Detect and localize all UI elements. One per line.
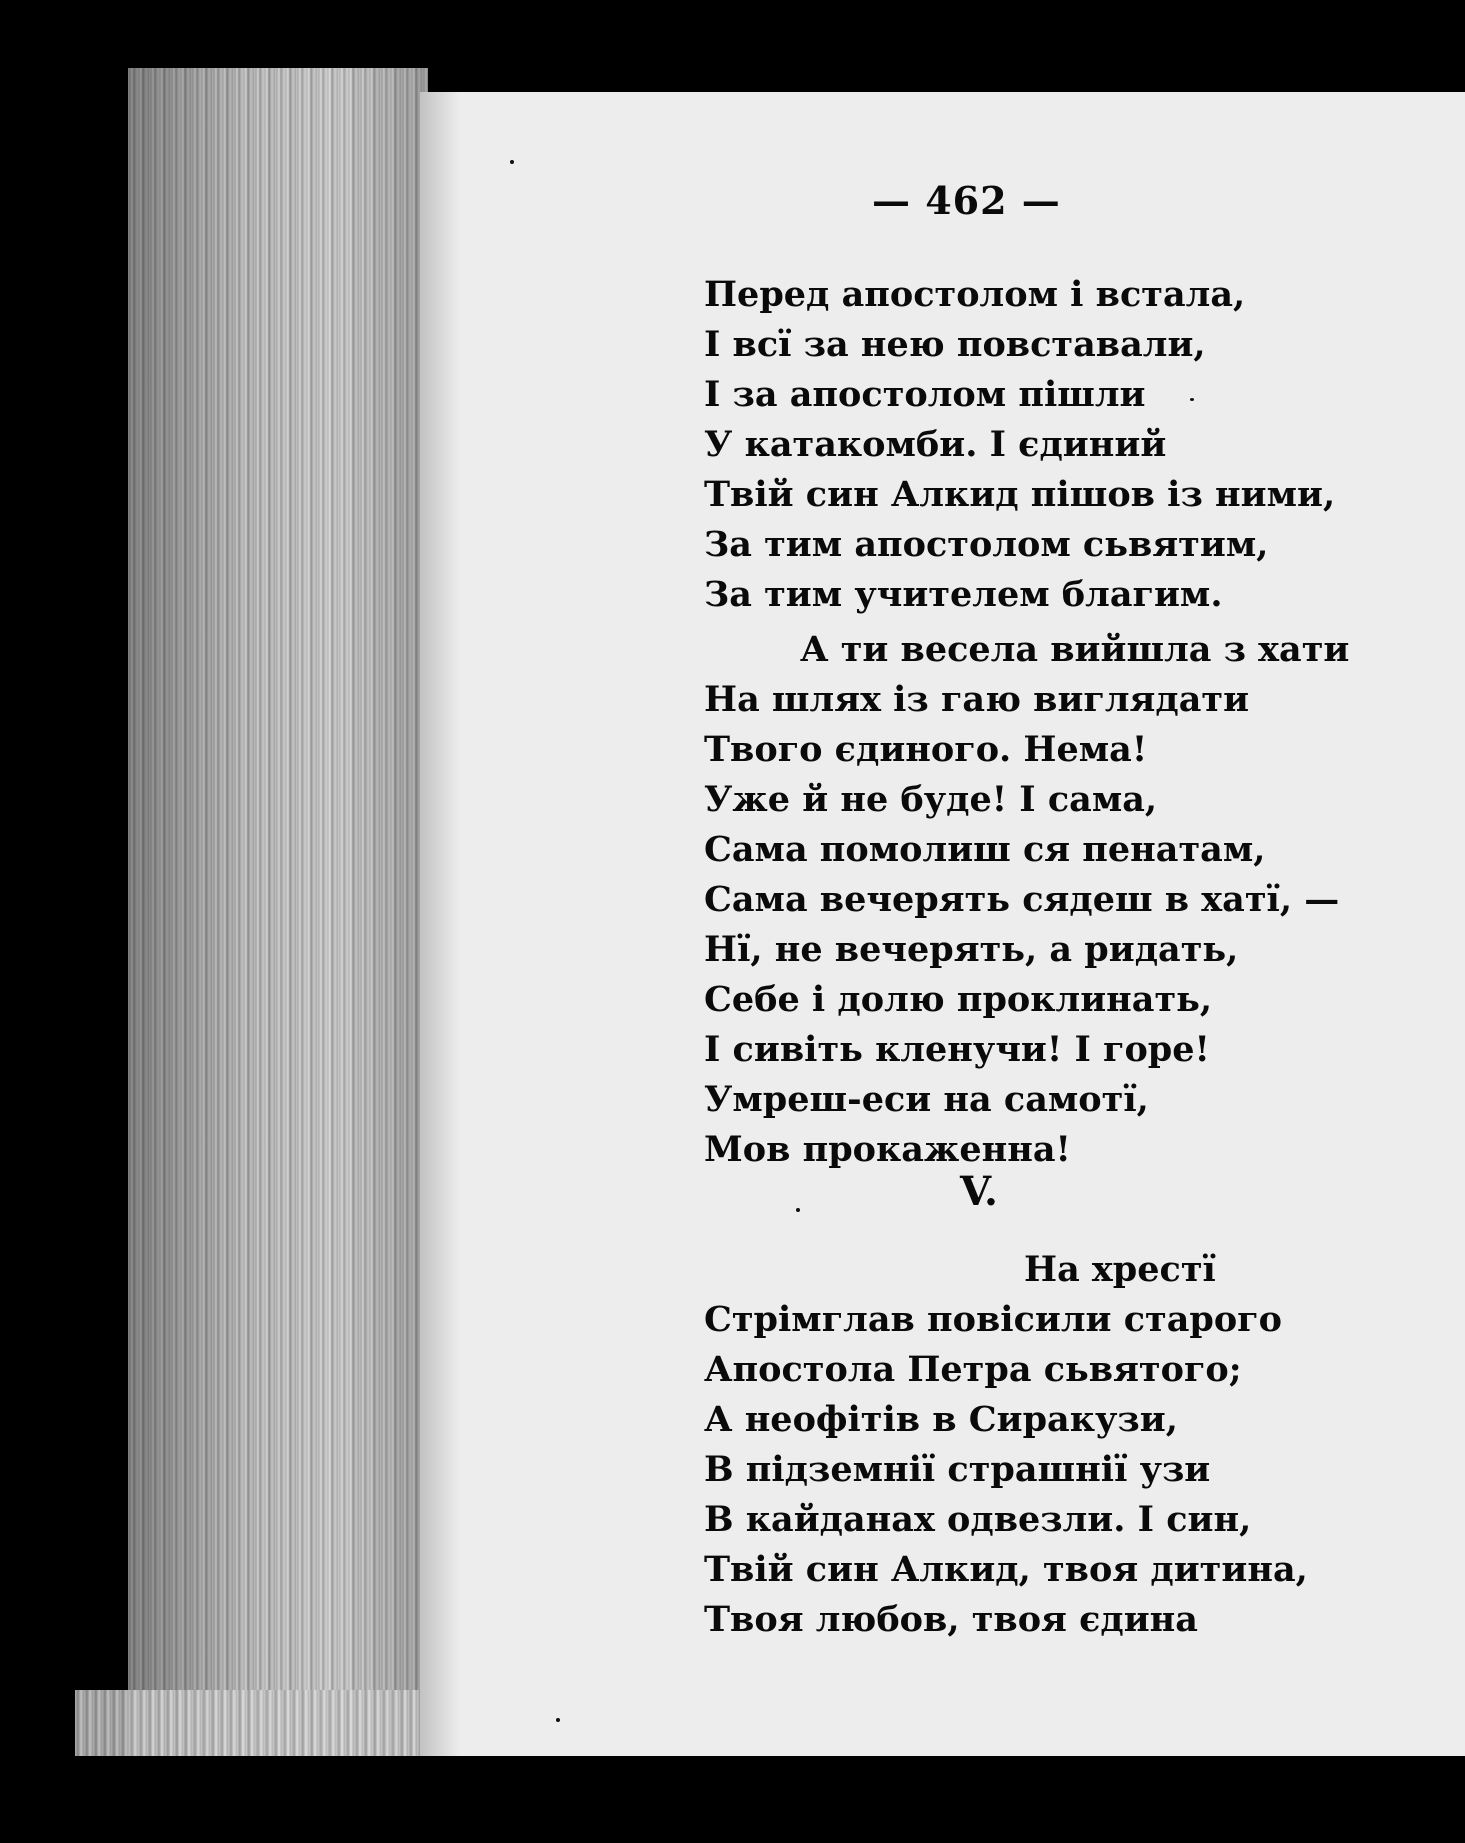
section-numeral: V. [960, 1168, 998, 1215]
verse-line: А неофітів в Сиракузи, [704, 1399, 1178, 1440]
page-gutter-shadow [420, 92, 460, 1756]
verse-line: Апостола Петра сьвятого; [704, 1349, 1242, 1390]
page-number: — 462 — [872, 178, 1061, 223]
verse-line: Уже й не буде! І сама, [704, 779, 1158, 820]
verse-line: Нї, не вечерять, а ридать, [704, 929, 1239, 970]
verse-line: І сивіть кленучи! І горе! [704, 1029, 1210, 1070]
verse-line: На хрестї [1024, 1249, 1216, 1290]
dust-speck [556, 1718, 560, 1722]
verse-line: У катакомби. І єдиний [704, 424, 1167, 465]
verse-line: Твоя любов, твоя єдина [704, 1599, 1198, 1640]
verse-line: Себе і долю проклинать, [704, 979, 1213, 1020]
verse-line: Умреш-еси на самотї, [704, 1079, 1149, 1120]
verse-line: А ти весела вийшла з хати [800, 629, 1350, 670]
verse-line: На шлях із гаю виглядати [704, 679, 1250, 720]
dust-speck [510, 160, 514, 164]
verse-line: Твій син Алкид пішов із ними, [704, 474, 1336, 515]
verse-line: Сама помолиш ся пенатам, [704, 829, 1266, 870]
verse-line: Твого єдиного. Нема! [704, 729, 1148, 770]
dust-speck [796, 1208, 800, 1212]
dust-speck [1190, 398, 1194, 401]
verse-line: За тим учителем благим. [704, 574, 1223, 615]
verse-line: В кайданах одвезли. І син, [704, 1499, 1252, 1540]
verse-line: Сама вечерять сядеш в хатї, — [704, 879, 1340, 920]
book-page-edges-bottom [75, 1690, 435, 1756]
verse-line: Твій син Алкид, твоя дитина, [704, 1549, 1308, 1590]
verse-line: Стрімглав повісили старого [704, 1299, 1282, 1340]
verse-line: Мов прокаженна! [704, 1129, 1071, 1170]
verse-line: І всї за нею повставали, [704, 324, 1206, 365]
verse-line: За тим апостолом сьвятим, [704, 524, 1269, 565]
verse-line: Перед апостолом і встала, [704, 274, 1246, 315]
stanza-3 [704, 1245, 1308, 1645]
verse-line: В підземнії страшнії узи [704, 1449, 1211, 1490]
page-edges-shading [128, 68, 428, 1756]
stanza-1 [704, 270, 1335, 620]
stanza-2 [704, 625, 1349, 1175]
verse-line: І за апостолом пішли [704, 374, 1146, 415]
